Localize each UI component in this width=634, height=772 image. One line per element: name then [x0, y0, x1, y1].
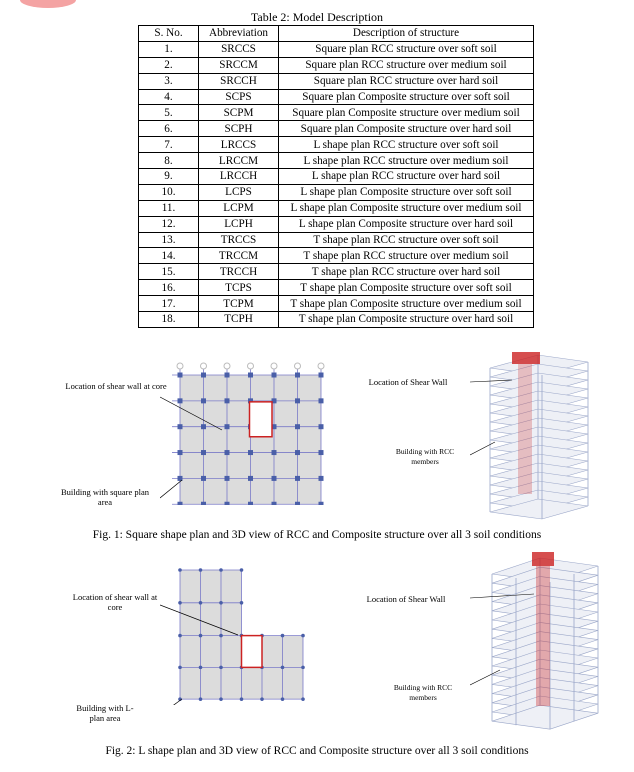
column-node [295, 476, 300, 481]
column-node [178, 601, 182, 605]
column-node [225, 398, 230, 403]
cell-description: Square plan RCC structure over medium soil [279, 57, 534, 73]
table-row [139, 89, 534, 105]
column-node [225, 476, 230, 481]
l-3d-view-drawing [470, 550, 610, 730]
column-node [199, 666, 203, 670]
table-row [139, 169, 534, 185]
column-node [201, 424, 206, 429]
cell-description: Square plan RCC structure over soft soil [279, 41, 534, 57]
cell-description: T shape plan RCC structure over hard soil [279, 264, 534, 280]
column-node [272, 450, 277, 455]
table-row [139, 200, 534, 216]
cell-sno: 11. [139, 200, 199, 216]
column-node [272, 373, 277, 378]
grid-bubble [271, 363, 277, 369]
cell-description: L shape plan Composite structure over medium soil [279, 200, 534, 216]
cell-description: Square plan RCC structure over hard soil [279, 73, 534, 89]
column-node [319, 424, 324, 429]
cell-abbreviation: TRCCM [199, 248, 279, 264]
fig2-building-label: Building with L-plan area [76, 703, 134, 723]
column-node [225, 424, 230, 429]
column-node [201, 476, 206, 481]
cell-abbreviation: TRCCH [199, 264, 279, 280]
column-node [219, 601, 223, 605]
column-node [225, 373, 230, 378]
column-node [201, 502, 206, 505]
column-node [240, 568, 244, 572]
cell-abbreviation: LRCCS [199, 137, 279, 153]
shear-wall-top [512, 352, 540, 364]
shear-wall-top [532, 552, 554, 566]
fig2-shear-wall-label: Location of shear wall at core [72, 592, 158, 612]
shear-wall-core [250, 402, 273, 437]
column-node [295, 398, 300, 403]
column-node [240, 601, 244, 605]
cell-description: Square plan Composite structure over soft soil [279, 89, 534, 105]
cell-sno: 15. [139, 264, 199, 280]
model-description-table [138, 25, 534, 328]
cell-description: Square plan Composite structure over hard soil [279, 121, 534, 137]
grid-bubble [177, 363, 183, 369]
cell-description: T shape plan RCC structure over soft soil [279, 232, 534, 248]
column-node [319, 373, 324, 378]
column-node [272, 502, 277, 505]
cell-sno: 4. [139, 89, 199, 105]
cell-sno: 3. [139, 73, 199, 89]
table-row [139, 153, 534, 169]
column-node [178, 398, 183, 403]
column-node [295, 424, 300, 429]
column-node [201, 450, 206, 455]
cell-description: L shape plan Composite structure over soft soil [279, 184, 534, 200]
column-node [178, 424, 183, 429]
fig2-caption: Fig. 2: L shape plan and 3D view of RCC and Composite structure over all 3 soil conditions [105, 745, 529, 757]
cell-abbreviation: SCPM [199, 105, 279, 121]
leader-line [470, 670, 500, 685]
cell-description: Square plan Composite structure over medium soil [279, 105, 534, 121]
column-node [199, 634, 203, 638]
column-node [319, 502, 324, 505]
table-row [139, 232, 534, 248]
cell-sno: 5. [139, 105, 199, 121]
column-node [225, 502, 230, 505]
cell-abbreviation: TCPS [199, 280, 279, 296]
fig1-caption: Fig. 1: Square shape plan and 3D view of RCC and Composite structure over all 3 soil conditions [92, 529, 542, 541]
shear-wall-core [242, 636, 263, 668]
cell-sno: 1. [139, 41, 199, 57]
table-row [139, 105, 534, 121]
cell-description: T shape plan RCC structure over medium soil [279, 248, 534, 264]
column-node [240, 697, 244, 701]
header-abbreviation: Abbreviation [199, 26, 279, 42]
cell-abbreviation: TCPH [199, 312, 279, 328]
table-row [139, 121, 534, 137]
column-node [178, 450, 183, 455]
column-node [248, 450, 253, 455]
grid-bubble [201, 363, 207, 369]
fig1-shear-wall-label: Location of shear wall at core [65, 381, 167, 391]
fig1-3d-shear-wall-label: Location of Shear Wall [368, 377, 448, 387]
cell-abbreviation: LRCCM [199, 153, 279, 169]
table-row [139, 280, 534, 296]
cell-sno: 9. [139, 169, 199, 185]
column-node [199, 568, 203, 572]
column-node [295, 373, 300, 378]
cell-abbreviation: SRCCH [199, 73, 279, 89]
fig1-3d-building-label: Building with RCC members [395, 447, 455, 466]
cell-sno: 2. [139, 57, 199, 73]
cell-sno: 17. [139, 296, 199, 312]
column-node [178, 634, 182, 638]
column-node [201, 398, 206, 403]
cell-sno: 13. [139, 232, 199, 248]
grid-bubble [248, 363, 254, 369]
column-node [178, 568, 182, 572]
table-row [139, 184, 534, 200]
cell-sno: 6. [139, 121, 199, 137]
l-plan-drawing [160, 565, 320, 705]
table-row [139, 137, 534, 153]
cell-abbreviation: SRCCM [199, 57, 279, 73]
cell-description: L shape plan RCC structure over soft soil [279, 137, 534, 153]
cell-abbreviation: TCPM [199, 296, 279, 312]
cell-sno: 18. [139, 312, 199, 328]
column-node [319, 450, 324, 455]
column-node [281, 666, 285, 670]
cell-description: L shape plan RCC structure over hard soil [279, 169, 534, 185]
grid-bubble [295, 363, 301, 369]
table-row [139, 41, 534, 57]
column-node [219, 697, 223, 701]
column-node [281, 634, 285, 638]
column-node [219, 568, 223, 572]
cell-abbreviation: LCPS [199, 184, 279, 200]
table-row [139, 216, 534, 232]
column-node [295, 502, 300, 505]
column-node [301, 666, 305, 670]
plan-area [180, 570, 242, 699]
cell-sno: 16. [139, 280, 199, 296]
column-node [319, 398, 324, 403]
table-row [139, 264, 534, 280]
partial-logo-graphic [0, 0, 96, 9]
column-node [201, 373, 206, 378]
column-node [199, 697, 203, 701]
grid-bubble [224, 363, 230, 369]
cell-description: T shape plan Composite structure over hard soil [279, 312, 534, 328]
cell-abbreviation: LRCCH [199, 169, 279, 185]
cell-description: L shape plan RCC structure over medium soil [279, 153, 534, 169]
fig2-3d-building-label: Building with RCC members [393, 683, 453, 702]
cell-description: T shape plan Composite structure over medium soil [279, 296, 534, 312]
column-node [248, 373, 253, 378]
column-node [295, 450, 300, 455]
cell-sno: 10. [139, 184, 199, 200]
table-row [139, 248, 534, 264]
cell-description: T shape plan Composite structure over soft soil [279, 280, 534, 296]
table-row [139, 296, 534, 312]
column-node [225, 450, 230, 455]
header-sno: S. No. [139, 26, 199, 42]
cell-sno: 12. [139, 216, 199, 232]
column-node [248, 502, 253, 505]
square-3d-view-drawing [470, 350, 600, 525]
column-node [219, 634, 223, 638]
fig2-3d-shear-wall-label: Location of Shear Wall [366, 594, 446, 604]
column-node [178, 502, 183, 505]
column-node [281, 697, 285, 701]
cell-abbreviation: SRCCS [199, 41, 279, 57]
table-header-row [139, 26, 534, 42]
cell-description: L shape plan Composite structure over hard soil [279, 216, 534, 232]
table-title: Table 2: Model Description [250, 10, 384, 24]
square-plan-drawing [160, 360, 335, 505]
cell-sno: 14. [139, 248, 199, 264]
cell-abbreviation: LCPH [199, 216, 279, 232]
column-node [248, 476, 253, 481]
shear-wall-core [536, 566, 550, 706]
cell-abbreviation: SCPS [199, 89, 279, 105]
column-node [319, 476, 324, 481]
column-node [199, 601, 203, 605]
cell-sno: 8. [139, 153, 199, 169]
header-description: Description of structure [279, 26, 534, 42]
column-node [260, 697, 264, 701]
grid-bubble [318, 363, 324, 369]
fig1-building-label: Building with square plan area [60, 487, 150, 507]
cell-abbreviation: TRCCS [199, 232, 279, 248]
column-node [272, 476, 277, 481]
table-row [139, 57, 534, 73]
cell-sno: 7. [139, 137, 199, 153]
column-node [219, 666, 223, 670]
table-row [139, 312, 534, 328]
table-row [139, 73, 534, 89]
column-node [301, 634, 305, 638]
column-node [178, 373, 183, 378]
shear-wall-core [518, 364, 532, 494]
cell-abbreviation: LCPM [199, 200, 279, 216]
column-node [178, 666, 182, 670]
column-node [301, 697, 305, 701]
cell-abbreviation: SCPH [199, 121, 279, 137]
leader-line [160, 480, 182, 498]
